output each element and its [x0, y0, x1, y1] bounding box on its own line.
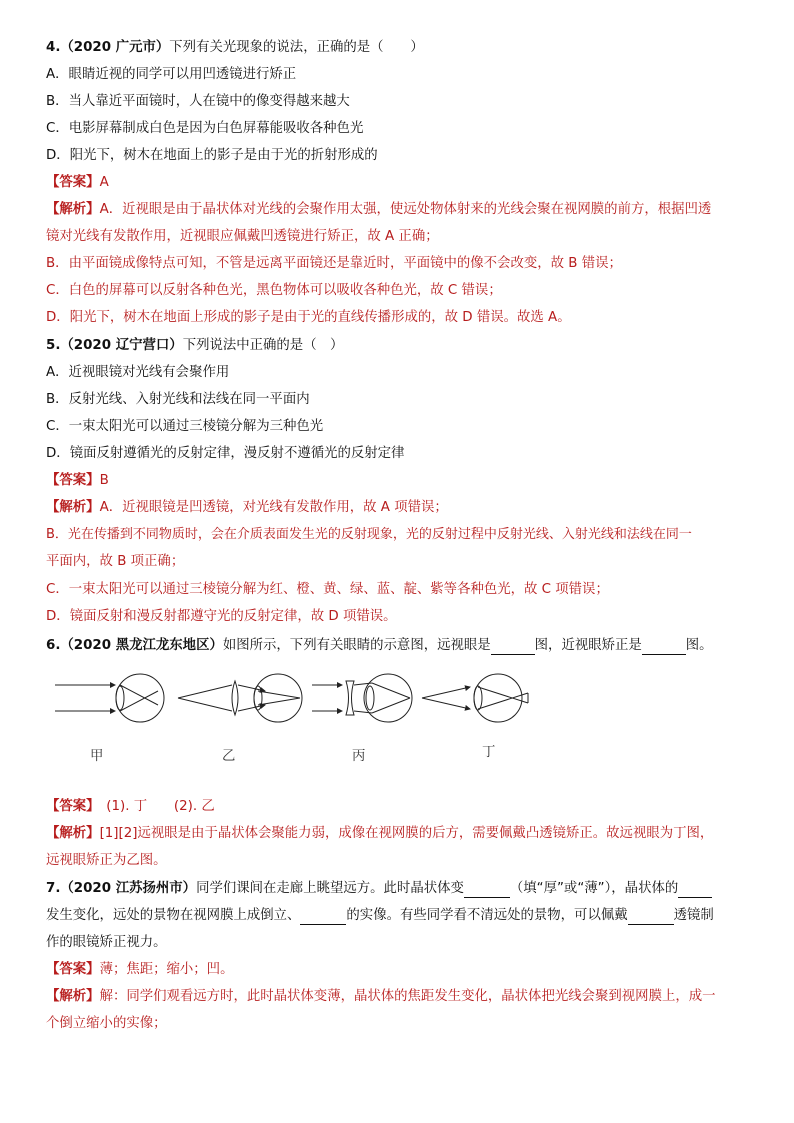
answer-line [46, 471, 754, 490]
analysis-label: 【解析】 [46, 500, 100, 515]
fill-blank[interactable] [491, 640, 535, 655]
analysis-text: [1][2]远视眼是由于晶状体会聚能力弱，成像在视网膜的后方，需要佩戴凸透镜矫正。故远视眼为丁图， [99, 826, 714, 841]
question-7-heading [46, 879, 754, 898]
answer-line [46, 797, 754, 816]
eye-diagram-jia [55, 674, 164, 722]
analysis-line: B．光在传播到不同物质时，会在介质表面发生光的反射现象，光的反射过程中反射光线、入射光线和法线在同一 [46, 527, 692, 542]
analysis-text: 解：同学们观看远方时，此时晶状体变薄，晶状体的焦距发生变化，晶状体把光线会聚到视网膜上，成一 [99, 989, 716, 1004]
answer-value: B [99, 473, 109, 488]
question-text: 图，近视眼矫正是 [534, 638, 642, 653]
answer-label: 【答案】 [46, 175, 100, 190]
eye-diagram-figure [50, 673, 610, 773]
question-text: 发生变化，远处的景物在视网膜上成倒立、 [46, 908, 301, 923]
analysis-line: C．一束太阳光可以通过三棱镜分解为红、橙、黄、绿、蓝、靛、紫等各种色光，故 C 项错误； [46, 582, 609, 597]
option-d: D．阳光下，树木在地面上的影子是由于光的折射形成的 [46, 148, 378, 163]
eye-diagrams [50, 673, 610, 773]
answer-label: 【答案】 [46, 473, 100, 488]
analysis-line: D．阳光下，树木在地面上形成的影子是由于光的直线传播形成的，故 D 错误。故选 A。 [46, 310, 571, 325]
answer-label: 【答案】 [46, 962, 100, 977]
question-text: 下列说法中正确的是（ ） [182, 338, 344, 353]
question-text: 图。 [685, 638, 713, 653]
analysis-text: A．近视眼是由于晶状体对光线的会聚作用太强，使远处物体射来的光线会聚在视网膜的前方，根据凹透 [99, 202, 712, 217]
question-text: 同学们课间在走廊上眺望远方。此时晶状体变 [196, 881, 464, 896]
question-7-line2 [46, 906, 754, 925]
figure-label-ding: 丁 [482, 745, 496, 760]
analysis-line: 个倒立缩小的实像； [46, 1016, 167, 1031]
option-a: A．眼睛近视的同学可以用凹透镜进行矫正 [46, 67, 297, 82]
analysis-line: 远视眼矫正为乙图。 [46, 853, 167, 868]
question-source: 5.（2020 辽宁营口） [46, 338, 183, 353]
question-5-heading [46, 336, 754, 355]
analysis-line: D．镜面反射和漫反射都遵守光的反射定律，故 D 项错误。 [46, 609, 397, 624]
analysis-label: 【解析】 [46, 202, 100, 217]
question-4-heading [46, 38, 754, 57]
question-7-line3: 作的眼镜矫正视力。 [46, 935, 167, 950]
answer-value: (1). 丁 (2). 乙 [92, 799, 215, 814]
answer-label: 【答案】 [46, 799, 93, 814]
question-source: 7.（2020 江苏扬州市） [46, 881, 197, 896]
option-c: C．电影屏幕制成白色是因为白色屏幕能吸收各种色光 [46, 121, 364, 136]
option-b: B．反射光线、入射光线和法线在同一平面内 [46, 392, 310, 407]
analysis-text: A．近视眼镜是凹透镜，对光线有发散作用，故 A 项错误； [99, 500, 448, 515]
option-c: C．一束太阳光可以通过三棱镜分解为三种色光 [46, 419, 324, 434]
analysis-line [46, 200, 754, 219]
answer-value: 薄；焦距；缩小；凹。 [99, 962, 234, 977]
eye-diagram-ding [422, 674, 528, 722]
analysis-line [46, 498, 754, 517]
analysis-line: B．由平面镜成像特点可知，不管是远离平面镜还是靠近时，平面镜中的像不会改变，故 B 错误； [46, 256, 622, 271]
question-6-heading [46, 636, 754, 655]
answer-line [46, 960, 754, 979]
analysis-line: C．白色的屏幕可以反射各种色光，黑色物体可以吸收各种色光，故 C 错误； [46, 283, 502, 298]
analysis-line: 镜对光线有发散作用，近视眼应佩戴凹透镜进行矫正，故 A 正确； [46, 229, 439, 244]
analysis-line: 平面内，故 B 项正确； [46, 554, 185, 569]
figure-label-jia: 甲 [90, 749, 104, 764]
fill-blank[interactable] [678, 883, 712, 898]
analysis-line [46, 824, 754, 843]
question-source: 6.（2020 黑龙江龙东地区） [46, 638, 223, 653]
fill-blank[interactable] [642, 640, 686, 655]
figure-label-bing: 丙 [352, 749, 366, 764]
fill-blank[interactable] [464, 883, 510, 898]
option-a: A．近视眼镜对光线有会聚作用 [46, 365, 230, 380]
option-d: D．镜面反射遵循光的反射定律，漫反射不遵循光的反射定律 [46, 446, 405, 461]
question-text: 如图所示，下列有关眼睛的示意图，远视眼是 [222, 638, 491, 653]
fill-blank[interactable] [628, 910, 674, 925]
answer-line [46, 173, 754, 192]
question-text: （填“厚”或“薄”），晶状体的 [509, 881, 679, 896]
eye-diagram-bing [312, 674, 412, 722]
question-text: 下列有关光现象的说法，正确的是（ ） [169, 40, 424, 55]
answer-value: A [99, 175, 109, 190]
analysis-label: 【解析】 [46, 826, 100, 841]
analysis-line [46, 987, 754, 1006]
fill-blank[interactable] [300, 910, 346, 925]
question-text: 的实像。有些同学看不清远处的景物，可以佩戴 [346, 908, 628, 923]
analysis-label: 【解析】 [46, 989, 100, 1004]
question-text: 透镜制 [673, 908, 714, 923]
question-source: 4.（2020 广元市） [46, 40, 170, 55]
option-b: B．当人靠近平面镜时，人在镜中的像变得越来越大 [46, 94, 350, 109]
figure-label-yi: 乙 [222, 749, 236, 764]
eye-diagram-yi [178, 674, 302, 722]
